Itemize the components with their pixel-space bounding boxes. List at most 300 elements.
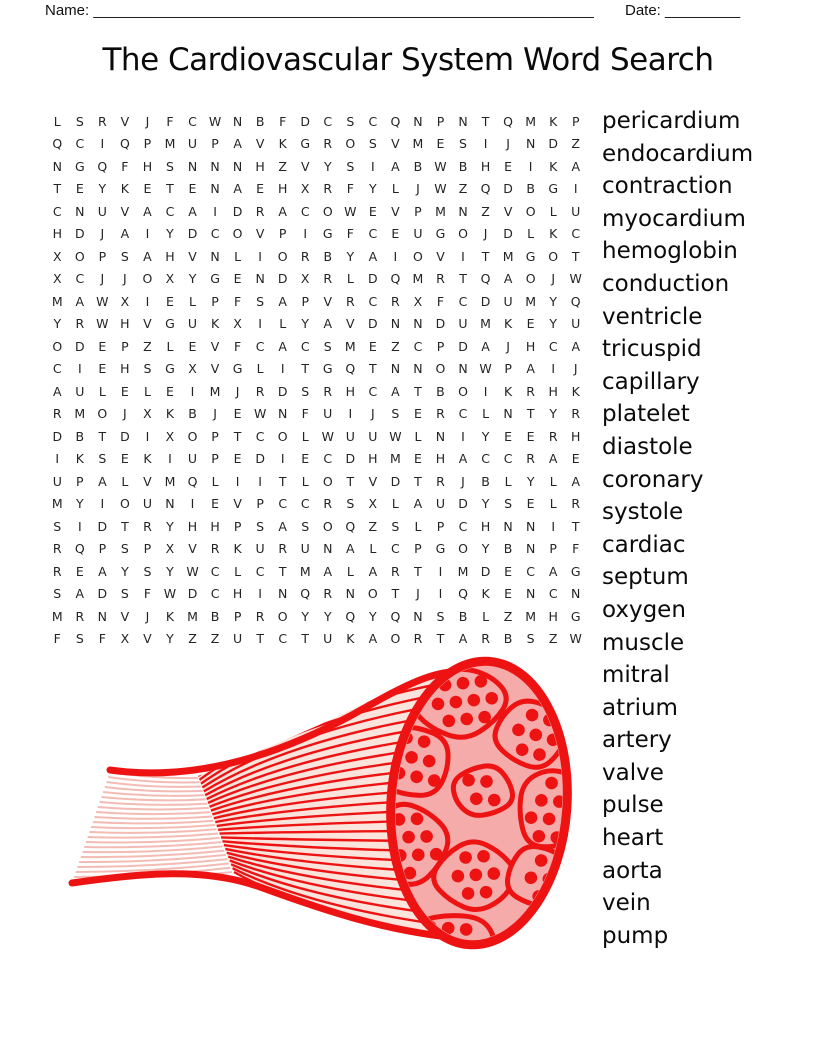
grid-letter[interactable]: I (145, 293, 150, 309)
grid-letter[interactable]: T (459, 271, 467, 287)
grid-letter[interactable]: N (413, 113, 423, 129)
grid-letter[interactable]: L (189, 293, 196, 309)
grid-letter[interactable]: I (213, 203, 217, 219)
grid-letter[interactable]: A (571, 473, 580, 489)
grid-letter[interactable]: V (300, 158, 310, 174)
grid-letter[interactable]: L (211, 473, 219, 489)
grid-letter[interactable]: E (211, 496, 219, 512)
grid-letter[interactable]: K (549, 226, 558, 242)
grid-letter[interactable]: E (233, 271, 242, 287)
grid-letter[interactable]: S (391, 518, 400, 534)
grid-letter[interactable]: N (97, 608, 108, 624)
grid-letter[interactable]: F (279, 113, 287, 129)
grid-letter[interactable]: I (280, 361, 285, 377)
grid-letter[interactable]: H (120, 316, 130, 332)
grid-letter[interactable]: S (75, 113, 84, 129)
grid-letter[interactable]: S (53, 518, 62, 534)
grid-letter[interactable]: U (323, 406, 333, 422)
grid-letter[interactable]: W (434, 158, 447, 174)
grid-letter[interactable]: Y (369, 608, 377, 624)
grid-letter[interactable]: W (344, 203, 357, 219)
grid-letter[interactable]: P (211, 451, 219, 467)
grid-letter[interactable]: E (504, 563, 513, 579)
grid-letter[interactable]: O (322, 518, 333, 534)
grid-letter[interactable]: C (503, 451, 513, 467)
grid-letter[interactable]: U (97, 203, 107, 219)
grid-letter[interactable]: C (255, 338, 265, 354)
grid-letter[interactable]: L (391, 181, 399, 197)
grid-letter[interactable]: J (551, 271, 556, 287)
grid-letter[interactable]: E (98, 338, 107, 354)
grid-letter[interactable]: Y (53, 316, 62, 332)
grid-letter[interactable]: P (233, 608, 242, 624)
grid-letter[interactable]: H (210, 518, 220, 534)
grid-letter[interactable]: W (569, 271, 582, 287)
grid-letter[interactable]: Y (549, 406, 557, 422)
grid-letter[interactable]: Y (481, 541, 490, 557)
grid-letter[interactable]: I (258, 473, 262, 489)
grid-letter[interactable]: S (346, 496, 355, 512)
grid-letter[interactable]: B (458, 158, 468, 174)
grid-letter[interactable]: Q (480, 271, 491, 287)
grid-letter[interactable]: N (390, 316, 401, 332)
grid-letter[interactable]: N (210, 248, 220, 264)
grid-letter[interactable]: L (53, 113, 61, 129)
grid-letter[interactable]: Z (210, 631, 220, 647)
grid-letter[interactable]: Z (368, 518, 378, 534)
grid-letter[interactable]: I (573, 181, 578, 197)
grid-letter[interactable]: Q (74, 541, 85, 557)
grid-letter[interactable]: Y (75, 496, 84, 512)
grid-letter[interactable]: K (503, 383, 513, 399)
grid-letter[interactable]: N (458, 203, 468, 219)
grid-letter[interactable]: T (369, 361, 377, 377)
grid-letter[interactable]: S (143, 361, 152, 377)
grid-letter[interactable]: B (526, 181, 535, 197)
grid-letter[interactable]: F (233, 338, 242, 354)
grid-letter[interactable]: R (75, 316, 85, 332)
grid-letter[interactable]: I (190, 496, 195, 512)
grid-letter[interactable]: H (187, 518, 198, 534)
grid-letter[interactable]: D (458, 496, 468, 512)
grid-letter[interactable]: V (188, 541, 197, 557)
grid-letter[interactable]: I (190, 383, 195, 399)
grid-letter[interactable]: V (323, 293, 333, 309)
grid-letter[interactable]: R (278, 541, 288, 557)
grid-letter[interactable]: H (232, 586, 243, 602)
grid-letter[interactable]: E (526, 316, 535, 332)
grid-letter[interactable]: F (436, 293, 445, 309)
grid-letter[interactable]: R (323, 271, 333, 287)
grid-letter[interactable]: H (52, 226, 62, 242)
grid-letter[interactable]: R (52, 406, 62, 422)
grid-letter[interactable]: Y (301, 316, 310, 332)
grid-letter[interactable]: O (277, 428, 288, 444)
grid-letter[interactable]: L (414, 428, 422, 444)
grid-letter[interactable]: A (503, 271, 513, 287)
grid-letter[interactable]: C (323, 451, 333, 467)
grid-letter[interactable]: D (548, 136, 558, 152)
grid-letter[interactable]: N (345, 586, 355, 602)
grid-letter[interactable]: K (75, 451, 84, 467)
grid-letter[interactable]: S (323, 338, 332, 354)
grid-letter[interactable]: X (120, 631, 130, 647)
grid-letter[interactable]: D (435, 316, 446, 332)
grid-letter[interactable]: R (52, 541, 62, 557)
grid-letter[interactable]: N (255, 271, 265, 287)
grid-letter[interactable]: R (571, 496, 581, 512)
grid-letter[interactable]: H (345, 383, 355, 399)
grid-letter[interactable]: N (210, 181, 220, 197)
grid-letter[interactable]: C (255, 563, 265, 579)
grid-letter[interactable]: U (142, 496, 152, 512)
grid-letter[interactable]: D (503, 226, 513, 242)
grid-letter[interactable]: E (233, 451, 242, 467)
grid-letter[interactable]: W (434, 181, 447, 197)
grid-letter[interactable]: E (301, 451, 310, 467)
grid-letter[interactable]: Z (481, 203, 490, 219)
grid-letter[interactable]: E (526, 496, 535, 512)
grid-letter[interactable]: G (165, 316, 175, 332)
grid-letter[interactable]: Y (166, 563, 174, 579)
grid-letter[interactable]: I (280, 451, 285, 467)
grid-letter[interactable]: V (255, 136, 265, 152)
grid-letter[interactable]: Q (480, 181, 491, 197)
grid-letter[interactable]: U (300, 541, 310, 557)
grid-letter[interactable]: C (571, 226, 581, 242)
grid-letter[interactable]: X (165, 271, 175, 287)
grid-letter[interactable]: V (391, 203, 400, 219)
grid-letter[interactable]: D (52, 428, 63, 444)
grid-letter[interactable]: A (233, 136, 242, 152)
grid-letter[interactable]: N (525, 541, 536, 557)
grid-letter[interactable]: N (52, 158, 62, 174)
grid-letter[interactable]: Q (345, 361, 356, 377)
grid-letter[interactable]: D (74, 226, 85, 242)
grid-letter[interactable]: N (390, 361, 401, 377)
grid-letter[interactable]: A (391, 158, 400, 174)
grid-letter[interactable]: G (232, 361, 243, 377)
grid-letter[interactable]: F (166, 113, 174, 129)
grid-letter[interactable]: G (435, 226, 446, 242)
grid-letter[interactable]: A (413, 496, 423, 512)
grid-letter[interactable]: A (368, 563, 378, 579)
grid-letter[interactable]: T (278, 563, 287, 579)
grid-letter[interactable]: R (413, 631, 423, 647)
grid-letter[interactable]: G (570, 563, 581, 579)
grid-letter[interactable]: Y (526, 473, 535, 489)
grid-letter[interactable]: O (458, 541, 468, 557)
grid-letter[interactable]: O (548, 248, 559, 264)
grid-letter[interactable]: P (143, 541, 152, 557)
grid-letter[interactable]: V (346, 316, 355, 332)
grid-letter[interactable]: H (548, 383, 558, 399)
grid-letter[interactable]: D (187, 586, 198, 602)
grid-letter[interactable]: A (98, 473, 107, 489)
grid-letter[interactable]: V (391, 136, 400, 152)
grid-letter[interactable]: H (120, 361, 130, 377)
grid-letter[interactable]: Q (390, 608, 401, 624)
grid-letter[interactable]: V (120, 113, 130, 129)
grid-letter[interactable]: L (234, 563, 242, 579)
grid-letter[interactable]: Q (345, 518, 356, 534)
grid-letter[interactable]: V (143, 473, 152, 489)
grid-letter[interactable]: V (188, 248, 197, 264)
grid-letter[interactable]: L (391, 496, 399, 512)
grid-letter[interactable]: I (483, 383, 488, 399)
grid-letter[interactable]: O (390, 631, 401, 647)
grid-letter[interactable]: S (143, 563, 152, 579)
grid-letter[interactable]: D (74, 338, 85, 354)
grid-letter[interactable]: R (255, 383, 265, 399)
grid-letter[interactable]: K (143, 451, 152, 467)
grid-letter[interactable]: U (458, 316, 468, 332)
grid-letter[interactable]: G (322, 226, 333, 242)
grid-letter[interactable]: P (436, 338, 445, 354)
grid-letter[interactable]: P (233, 518, 242, 534)
grid-letter[interactable]: Z (391, 338, 400, 354)
grid-letter[interactable]: F (53, 631, 61, 647)
grid-letter[interactable]: L (98, 383, 106, 399)
date-blank-line[interactable]: _________ (665, 2, 741, 19)
grid-letter[interactable]: S (120, 586, 129, 602)
grid-letter[interactable]: O (525, 203, 536, 219)
grid-letter[interactable]: V (120, 203, 130, 219)
grid-letter[interactable]: C (210, 226, 220, 242)
grid-letter[interactable]: C (75, 271, 85, 287)
grid-letter[interactable]: C (255, 428, 265, 444)
grid-letter[interactable]: M (412, 136, 424, 152)
grid-letter[interactable]: E (368, 338, 377, 354)
grid-letter[interactable]: B (458, 608, 468, 624)
grid-letter[interactable]: P (504, 361, 512, 377)
grid-letter[interactable]: E (75, 563, 84, 579)
grid-letter[interactable]: K (549, 158, 558, 174)
grid-letter[interactable]: E (166, 383, 174, 399)
grid-letter[interactable]: E (391, 226, 400, 242)
grid-letter[interactable]: J (235, 383, 240, 399)
grid-letter[interactable]: A (458, 451, 468, 467)
grid-letter[interactable]: W (321, 428, 334, 444)
grid-letter[interactable]: H (368, 451, 378, 467)
grid-letter[interactable]: R (323, 496, 333, 512)
grid-letter[interactable]: L (414, 518, 422, 534)
grid-letter[interactable]: R (526, 383, 535, 399)
grid-letter[interactable]: U (345, 428, 355, 444)
grid-letter[interactable]: Y (301, 608, 310, 624)
grid-letter[interactable]: S (120, 541, 129, 557)
grid-letter[interactable]: J (123, 271, 127, 287)
grid-letter[interactable]: U (52, 473, 62, 489)
grid-letter[interactable]: M (412, 271, 424, 287)
grid-letter[interactable]: H (525, 338, 536, 354)
grid-letter[interactable]: Q (458, 586, 468, 602)
grid-letter[interactable]: I (258, 248, 262, 264)
grid-letter[interactable]: N (413, 316, 423, 332)
grid-letter[interactable]: T (571, 248, 580, 264)
grid-letter[interactable]: J (145, 608, 150, 624)
grid-letter[interactable]: C (165, 203, 175, 219)
grid-letter[interactable]: E (188, 338, 197, 354)
grid-letter[interactable]: D (458, 338, 468, 354)
grid-letter[interactable]: J (506, 338, 510, 354)
grid-letter[interactable]: U (75, 383, 85, 399)
grid-letter[interactable]: O (142, 271, 153, 287)
grid-letter[interactable]: L (369, 541, 377, 557)
grid-letter[interactable]: C (300, 203, 310, 219)
grid-letter[interactable]: J (371, 406, 375, 422)
grid-letter[interactable]: V (143, 631, 152, 647)
grid-letter[interactable]: A (571, 338, 580, 354)
grid-letter[interactable]: I (145, 226, 150, 242)
grid-letter[interactable]: N (232, 113, 243, 129)
grid-letter[interactable]: N (525, 136, 536, 152)
grid-letter[interactable]: Q (300, 586, 311, 602)
grid-letter[interactable]: B (481, 473, 490, 489)
grid-letter[interactable]: M (435, 203, 446, 219)
grid-letter[interactable]: L (549, 203, 557, 219)
grid-letter[interactable]: D (300, 113, 311, 129)
grid-letter[interactable]: R (323, 136, 333, 152)
grid-letter[interactable]: A (98, 563, 107, 579)
grid-letter[interactable]: D (277, 383, 288, 399)
grid-letter[interactable]: G (435, 541, 446, 557)
grid-letter[interactable]: U (233, 631, 243, 647)
grid-letter[interactable]: S (301, 518, 310, 534)
grid-letter[interactable]: T (121, 518, 129, 534)
grid-letter[interactable]: T (414, 383, 422, 399)
grid-letter[interactable]: I (461, 248, 465, 264)
grid-letter[interactable]: R (300, 248, 310, 264)
grid-letter[interactable]: X (233, 316, 242, 332)
grid-letter[interactable]: Z (571, 136, 580, 152)
grid-letter[interactable]: N (210, 158, 220, 174)
grid-letter[interactable]: I (100, 496, 105, 512)
grid-letter[interactable]: A (548, 563, 558, 579)
grid-letter[interactable]: E (504, 586, 513, 602)
grid-letter[interactable]: R (98, 113, 107, 129)
grid-letter[interactable]: E (256, 181, 265, 197)
grid-letter[interactable]: Z (548, 631, 558, 647)
grid-letter[interactable]: A (571, 158, 580, 174)
grid-letter[interactable]: D (255, 451, 265, 467)
grid-letter[interactable]: C (368, 383, 378, 399)
grid-letter[interactable]: Q (119, 136, 130, 152)
grid-letter[interactable]: C (210, 563, 220, 579)
grid-letter[interactable]: U (503, 293, 513, 309)
grid-letter[interactable]: H (165, 248, 175, 264)
grid-letter[interactable]: J (100, 271, 105, 287)
grid-letter[interactable]: O (232, 226, 243, 242)
grid-letter[interactable]: L (279, 316, 287, 332)
grid-letter[interactable]: A (458, 631, 468, 647)
grid-letter[interactable]: J (416, 586, 420, 602)
grid-letter[interactable]: E (571, 451, 580, 467)
grid-letter[interactable]: N (165, 496, 175, 512)
grid-letter[interactable]: S (436, 608, 445, 624)
grid-letter[interactable]: O (187, 428, 198, 444)
grid-letter[interactable]: I (303, 226, 308, 242)
grid-letter[interactable]: Y (369, 181, 377, 197)
grid-letter[interactable]: B (210, 608, 220, 624)
grid-letter[interactable]: P (436, 518, 445, 534)
grid-letter[interactable]: A (481, 338, 490, 354)
grid-letter[interactable]: H (142, 158, 153, 174)
grid-letter[interactable]: J (213, 406, 217, 422)
grid-letter[interactable]: P (211, 136, 219, 152)
grid-letter[interactable]: T (233, 428, 242, 444)
grid-letter[interactable]: N (278, 586, 288, 602)
grid-letter[interactable]: K (503, 316, 513, 332)
grid-letter[interactable]: E (120, 451, 129, 467)
grid-letter[interactable]: W (186, 563, 199, 579)
grid-letter[interactable]: Z (143, 338, 152, 354)
grid-letter[interactable]: V (120, 608, 130, 624)
grid-letter[interactable]: I (258, 586, 262, 602)
grid-letter[interactable]: D (503, 181, 513, 197)
grid-letter[interactable]: S (256, 518, 265, 534)
grid-letter[interactable]: E (413, 406, 422, 422)
grid-letter[interactable]: Q (390, 113, 401, 129)
grid-letter[interactable]: T (301, 361, 310, 377)
grid-letter[interactable]: P (256, 496, 264, 512)
grid-letter[interactable]: E (413, 451, 422, 467)
grid-letter[interactable]: N (323, 541, 333, 557)
grid-letter[interactable]: E (368, 203, 377, 219)
grid-letter[interactable]: O (277, 608, 288, 624)
grid-letter[interactable]: N (525, 586, 536, 602)
grid-letter[interactable]: G (525, 248, 536, 264)
grid-letter[interactable]: A (323, 316, 333, 332)
grid-letter[interactable]: I (551, 518, 556, 534)
grid-letter[interactable]: S (301, 383, 310, 399)
grid-letter[interactable]: I (168, 451, 172, 467)
grid-letter[interactable]: G (570, 608, 581, 624)
grid-letter[interactable]: Y (188, 271, 197, 287)
grid-letter[interactable]: S (346, 158, 355, 174)
grid-letter[interactable]: L (346, 563, 354, 579)
grid-letter[interactable]: K (165, 608, 175, 624)
grid-letter[interactable]: G (210, 271, 220, 287)
grid-letter[interactable]: U (255, 541, 265, 557)
grid-letter[interactable]: L (527, 226, 535, 242)
grid-letter[interactable]: D (97, 586, 108, 602)
grid-letter[interactable]: T (571, 518, 580, 534)
grid-letter[interactable]: M (187, 608, 198, 624)
grid-letter[interactable]: E (436, 136, 445, 152)
grid-letter[interactable]: Q (97, 158, 108, 174)
grid-letter[interactable]: M (480, 316, 491, 332)
grid-letter[interactable]: J (573, 361, 578, 377)
grid-letter[interactable]: A (278, 203, 287, 219)
grid-letter[interactable]: A (120, 226, 130, 242)
grid-letter[interactable]: O (119, 496, 130, 512)
grid-letter[interactable]: O (345, 136, 356, 152)
grid-letter[interactable]: O (277, 248, 288, 264)
grid-letter[interactable]: T (346, 473, 355, 489)
grid-letter[interactable]: J (461, 473, 465, 489)
grid-letter[interactable]: H (548, 608, 558, 624)
grid-letter[interactable]: D (97, 518, 108, 534)
grid-letter[interactable]: I (438, 563, 443, 579)
grid-letter[interactable]: Z (503, 608, 513, 624)
grid-letter[interactable]: M (51, 293, 63, 309)
grid-letter[interactable]: E (75, 181, 84, 197)
grid-letter[interactable]: G (165, 361, 175, 377)
grid-letter[interactable]: N (458, 361, 468, 377)
grid-letter[interactable]: A (75, 293, 85, 309)
grid-letter[interactable]: A (278, 293, 287, 309)
